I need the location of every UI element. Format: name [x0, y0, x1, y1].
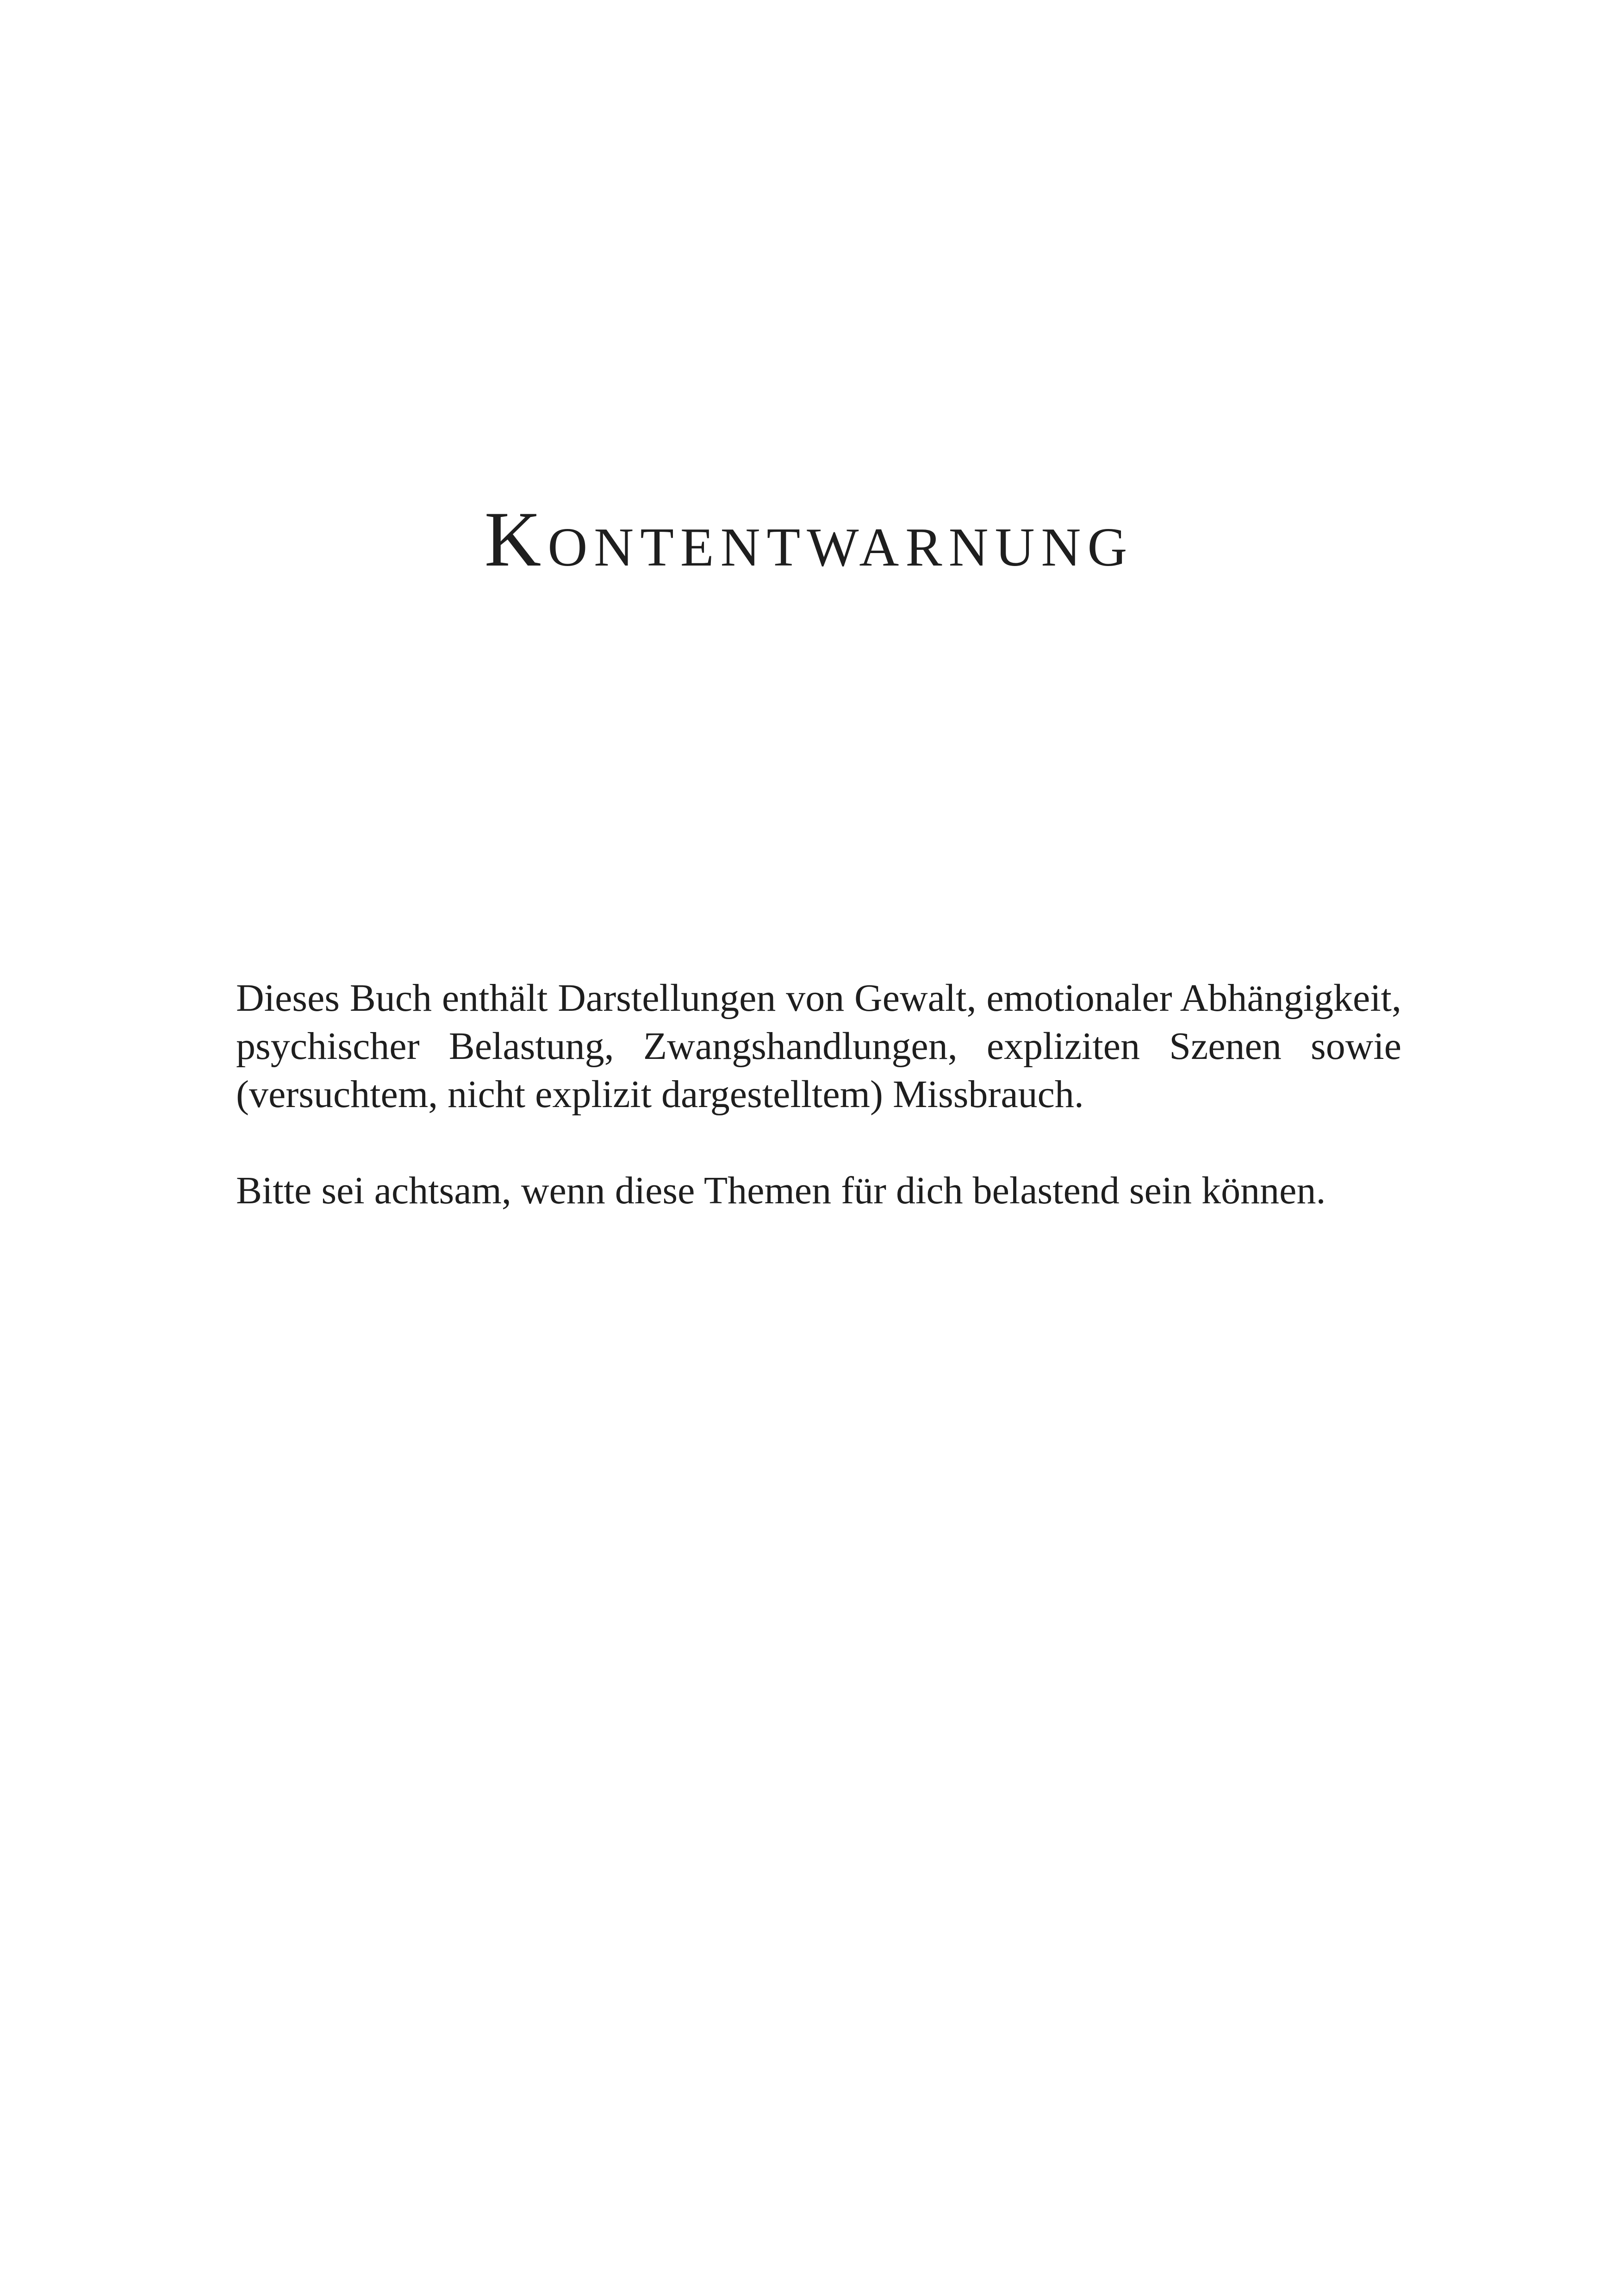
- page-title: Kontentwarnung: [484, 496, 1134, 583]
- warning-paragraph-content: Dieses Buch enthält Darstellungen von Gewalt, emotionaler Abhängigkeit, psychischer Belastung, Zwangshandlungen, expliziten Szenen sowie (versuchtem, nicht explizit dargestelltem) Missbrauch.: [236, 977, 1401, 1116]
- warning-text: [236, 974, 1401, 1215]
- warning-paragraph-advice: Bitte sei achtsam, wenn diese Themen für dich belastend sein können.: [236, 1169, 1326, 1212]
